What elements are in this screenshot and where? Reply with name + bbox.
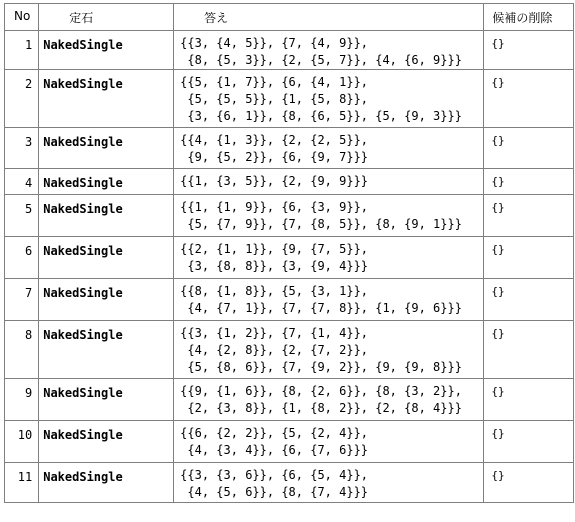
candidate-deletion-cell [484,463,574,503]
candidate-deletion-value: {} [491,385,505,398]
answer-cell [174,279,484,321]
technique-cell [39,321,174,379]
row-number [5,321,39,379]
answer-line: {{6, {2, 2}}, {5, {2, 4}}, [180,426,369,440]
answer-line: {5, {8, 6}}, {7, {9, 2}}, {9, {9, 8}}} [180,360,462,374]
row-number [5,421,39,463]
candidate-deletion-value: {} [491,134,505,147]
answer-line: {2, {3, 8}}, {1, {8, 2}}, {2, {8, 4}}} [180,401,462,415]
technique-name: NakedSingle [43,328,123,342]
technique-name: NakedSingle [43,470,123,484]
answer-cell [174,421,484,463]
answer-cell [174,70,484,128]
technique-cell [39,237,174,279]
row-number-text: 7 [25,286,33,300]
answer-line: {{3, {4, 5}}, {7, {4, 9}}, [180,36,369,50]
header-technique: 定石 [39,4,174,31]
answer-cell [174,128,484,169]
candidate-deletion-cell [484,31,574,70]
technique-name: NakedSingle [43,244,123,258]
row-number [5,463,39,503]
table-row [5,321,574,379]
row-number-text: 1 [25,38,33,52]
answer-line: {{3, {3, 6}}, {6, {5, 4}}, [180,468,369,482]
row-number [5,31,39,70]
answer-cell [174,237,484,279]
header-candidate-deletion: 候補の削除 [484,4,574,31]
technique-cell [39,421,174,463]
technique-cell [39,279,174,321]
answer-line: {{8, {1, 8}}, {5, {3, 1}}, [180,284,369,298]
candidate-deletion-cell [484,379,574,421]
row-number-text: 10 [17,428,33,442]
candidate-deletion-cell [484,169,574,195]
candidate-deletion-value: {} [491,175,505,188]
table-row [5,31,574,70]
answer-line: {{4, {1, 3}}, {2, {2, 5}}, [180,133,369,147]
answer-cell [174,169,484,195]
row-number-text: 8 [25,328,33,342]
candidate-deletion-value: {} [491,327,505,340]
answer-cell [174,31,484,70]
table-row [5,237,574,279]
candidate-deletion-cell [484,70,574,128]
technique-name: NakedSingle [43,202,123,216]
candidate-deletion-cell [484,195,574,237]
technique-name: NakedSingle [43,428,123,442]
answer-line: {{1, {1, 9}}, {6, {3, 9}}, [180,200,369,214]
answer-line: {8, {5, 3}}, {2, {5, 7}}, {4, {6, 9}}} [180,53,462,67]
row-number-text: 11 [17,470,33,484]
row-number [5,195,39,237]
candidate-deletion-value: {} [491,469,505,482]
technique-cell [39,70,174,128]
answer-line: {4, {2, 8}}, {2, {7, 2}}, [180,343,369,357]
answer-line: {{9, {1, 6}}, {8, {2, 6}}, {8, {3, 2}}, [180,384,462,398]
answer-line: {5, {5, 5}}, {1, {5, 8}}, [180,92,369,106]
row-number [5,237,39,279]
table-row [5,195,574,237]
technique-cell [39,128,174,169]
technique-cell [39,169,174,195]
technique-name: NakedSingle [43,176,123,190]
table-row [5,128,574,169]
answer-line: {4, {5, 6}}, {8, {7, 4}}} [180,485,369,499]
technique-cell [39,31,174,70]
answer-line: {{2, {1, 1}}, {9, {7, 5}}, [180,242,369,256]
row-number [5,379,39,421]
technique-cell [39,379,174,421]
row-number-text: 9 [25,386,33,400]
technique-cell [39,463,174,503]
answer-line: {4, {7, 1}}, {7, {7, 8}}, {1, {9, 6}}} [180,301,462,315]
answer-cell [174,379,484,421]
candidate-deletion-cell [484,279,574,321]
row-number-text: 4 [25,176,33,190]
answer-line: {4, {3, 4}}, {6, {7, 6}}} [180,443,369,457]
table-row [5,169,574,195]
candidate-deletion-value: {} [491,285,505,298]
answer-cell [174,321,484,379]
row-number-text: 5 [25,202,33,216]
technique-name: NakedSingle [43,386,123,400]
candidate-deletion-cell [484,128,574,169]
technique-name: NakedSingle [43,38,123,52]
answer-line: {{1, {3, 5}}, {2, {9, 9}}} [180,174,369,188]
technique-name: NakedSingle [43,286,123,300]
technique-name: NakedSingle [43,135,123,149]
row-number-text: 2 [25,77,33,91]
table-row [5,421,574,463]
candidate-deletion-value: {} [491,76,505,89]
answer-line: {{5, {1, 7}}, {6, {4, 1}}, [180,75,369,89]
row-number-text: 6 [25,244,33,258]
solution-table [4,3,574,503]
table-row [5,379,574,421]
candidate-deletion-cell [484,321,574,379]
header-no: No [5,4,39,31]
table-row [5,279,574,321]
candidate-deletion-value: {} [491,201,505,214]
answer-line: {3, {6, 1}}, {8, {6, 5}}, {5, {9, 3}}} [180,109,462,123]
answer-cell [174,195,484,237]
row-number [5,128,39,169]
candidate-deletion-value: {} [491,243,505,256]
table-body [5,31,574,503]
row-number [5,169,39,195]
row-number-text: 3 [25,135,33,149]
header-row [5,4,574,31]
candidate-deletion-value: {} [491,37,505,50]
answer-line: {3, {8, 8}}, {3, {9, 4}}} [180,259,369,273]
answer-line: {9, {5, 2}}, {6, {9, 7}}} [180,150,369,164]
technique-cell [39,195,174,237]
header-answer: 答え [174,4,484,31]
row-number [5,279,39,321]
row-number [5,70,39,128]
technique-name: NakedSingle [43,77,123,91]
table-row [5,463,574,503]
candidate-deletion-cell [484,421,574,463]
answer-cell [174,463,484,503]
answer-line: {5, {7, 9}}, {7, {8, 5}}, {8, {9, 1}}} [180,217,462,231]
table-row [5,70,574,128]
candidate-deletion-value: {} [491,427,505,440]
candidate-deletion-cell [484,237,574,279]
answer-line: {{3, {1, 2}}, {7, {1, 4}}, [180,326,369,340]
